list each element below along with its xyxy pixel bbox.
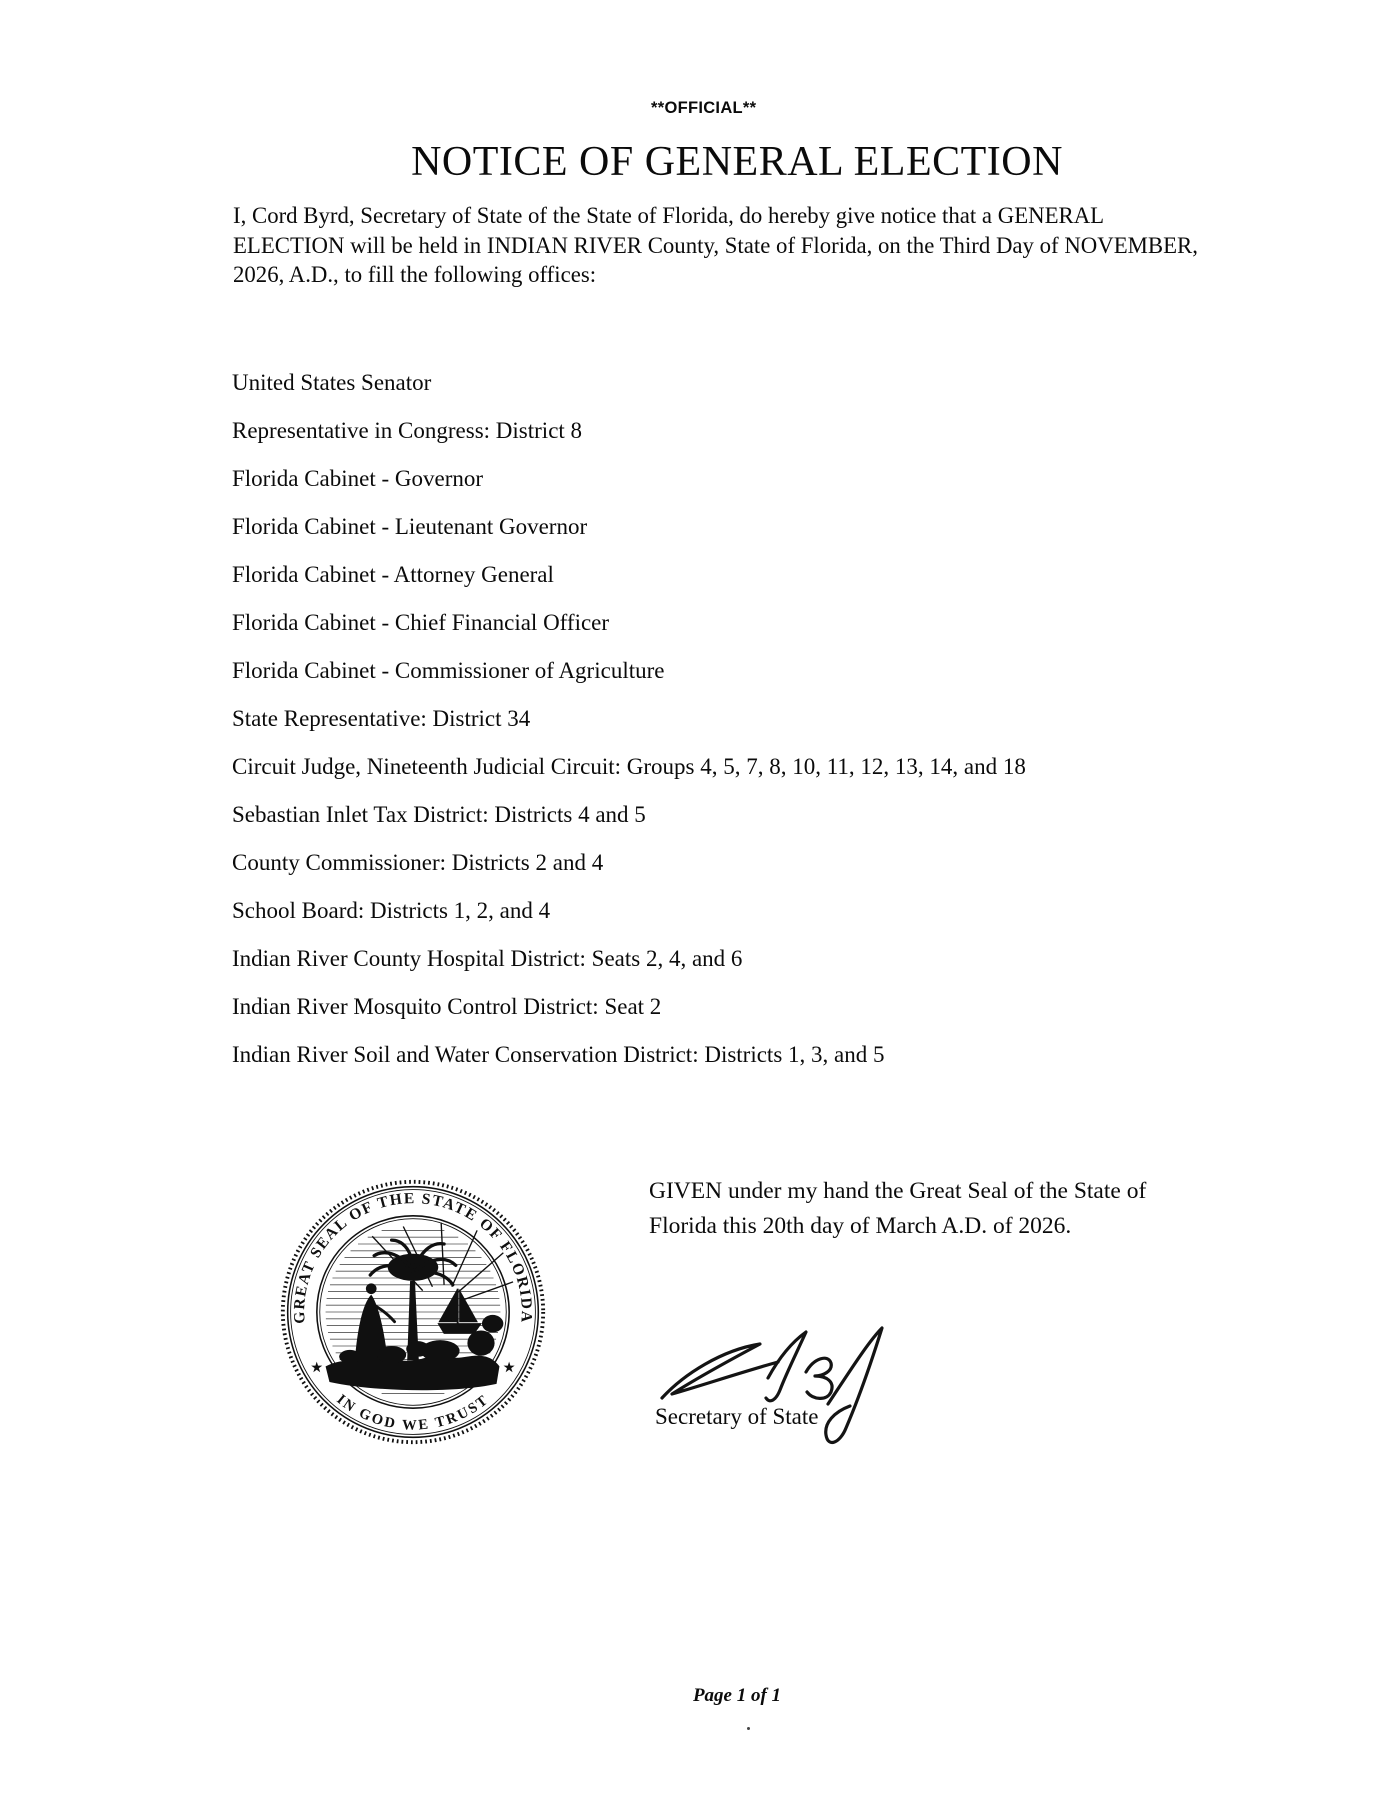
star-icon: ★: [311, 1360, 323, 1375]
office-list-item: Indian River County Hospital District: Seats 2, 4, and 6: [232, 946, 743, 971]
florida-great-seal-image: [277, 1176, 549, 1448]
official-label: **OFFICIAL**: [651, 99, 757, 117]
page-title: NOTICE OF GENERAL ELECTION: [411, 139, 1063, 185]
office-list-item: County Commissioner: Districts 2 and 4: [232, 850, 604, 875]
office-list-item: School Board: Districts 1, 2, and 4: [232, 898, 551, 923]
intro-paragraph: I, Cord Byrd, Secretary of State of the State of Florida, do hereby give notice that a GENERAL ELECTION will be held in INDIAN RIVER County, State of Florida, on the Third Day of NOVEMBER, 2026, A.D., to fill the following offices:: [233, 203, 1198, 287]
page-number-footer: Page 1 of 1: [692, 1685, 782, 1706]
office-list-item: Florida Cabinet - Chief Financial Officer: [232, 610, 610, 635]
office-list-item: State Representative: District 34: [232, 706, 531, 731]
office-list-item: Florida Cabinet - Governor: [232, 466, 484, 491]
signature-title-label: Secretary of State: [655, 1404, 819, 1429]
office-list-item: Representative in Congress: District 8: [232, 418, 583, 443]
florida-great-seal-graphic: [277, 1176, 549, 1448]
secretary-signature-image: [650, 1316, 902, 1452]
office-list-item: Indian River Mosquito Control District: Seat 2: [232, 994, 662, 1019]
seal-top-text: GREAT SEAL OF THE STATE OF FLORIDA: [291, 1190, 535, 1325]
office-list-item: Circuit Judge, Nineteenth Judicial Circuit: Groups 4, 5, 7, 8, 10, 11, 12, 13, 14, and 18: [232, 754, 1026, 779]
offices-list: [232, 369, 1282, 1089]
office-list-item: Sebastian Inlet Tax District: Districts 4 and 5: [232, 802, 646, 827]
seal-bottom-text: IN GOD WE TRUST: [333, 1391, 493, 1434]
office-list-item: Florida Cabinet - Commissioner of Agriculture: [232, 658, 665, 683]
star-icon: ★: [503, 1360, 515, 1375]
scan-speck: [747, 1727, 750, 1730]
office-list-item: United States Senator: [232, 370, 432, 395]
office-list-item: Florida Cabinet - Attorney General: [232, 562, 554, 587]
office-list-item: Indian River Soil and Water Conservation District: Districts 1, 3, and 5: [232, 1042, 885, 1067]
office-list-item: Florida Cabinet - Lieutenant Governor: [232, 514, 588, 539]
signature-graphic: [650, 1316, 902, 1456]
given-clause: GIVEN under my hand the Great Seal of the State of Florida this 20th day of March A.D. of 2026.: [649, 1178, 1147, 1239]
